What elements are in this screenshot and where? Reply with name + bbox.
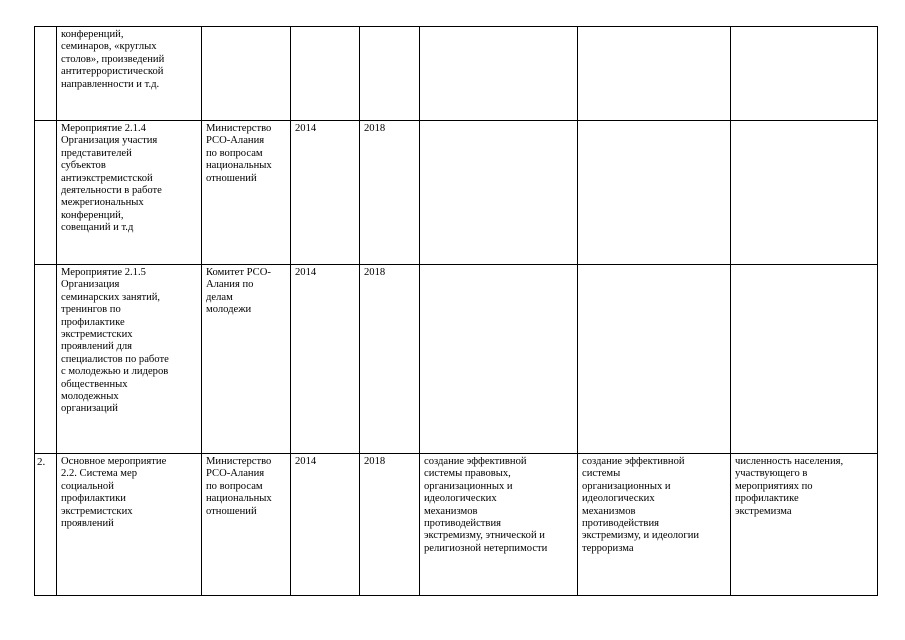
result-cell xyxy=(420,27,578,121)
result-cell: создание эффективной системы правовых, организационных и идеологических механизмов противодействия экстремизму, этнической и религиозной нетерпимости xyxy=(420,454,578,596)
result-cell xyxy=(578,27,731,121)
executor-cell: Министерство РСО-Алания по вопросам национальных отношений xyxy=(202,454,291,596)
result-cell xyxy=(420,121,578,265)
activity-cell: Основное мероприятие 2.2. Система мер социальной профилактики экстремистских проявлений xyxy=(57,454,202,596)
program-activities-table xyxy=(34,26,878,596)
start-year-cell: 2014 xyxy=(291,265,360,454)
row-number xyxy=(35,265,57,454)
executor-cell: Комитет РСО- Алания по делам молодежи xyxy=(202,265,291,454)
indicator-cell xyxy=(731,121,878,265)
end-year-cell xyxy=(360,27,420,121)
table-row xyxy=(35,27,878,121)
row-number xyxy=(35,27,57,121)
indicator-cell xyxy=(731,27,878,121)
start-year-cell xyxy=(291,27,360,121)
table-row xyxy=(35,121,878,265)
end-year-cell: 2018 xyxy=(360,265,420,454)
end-year-cell: 2018 xyxy=(360,121,420,265)
indicator-cell: численность населения, участвующего в мероприятиях по профилактике экстремизма xyxy=(731,454,878,596)
row-number xyxy=(35,121,57,265)
result-cell: создание эффективной системы организационных и идеологических механизмов противодействия экстремизму, и идеологии терроризма xyxy=(578,454,731,596)
activity-cell: конференций, семинаров, «круглых столов», произведений антитеррористической направленности и т.д. xyxy=(57,27,202,121)
activity-cell: Мероприятие 2.1.4 Организация участия представителей субъектов антиэкстремистской деятельности в работе межрегиональных конференций, совещаний и т.д xyxy=(57,121,202,265)
result-cell xyxy=(420,265,578,454)
start-year-cell: 2014 xyxy=(291,121,360,265)
executor-cell: Министерство РСО-Алания по вопросам национальных отношений xyxy=(202,121,291,265)
result-cell xyxy=(578,121,731,265)
activity-cell: Мероприятие 2.1.5 Организация семинарских занятий, тренингов по профилактике экстремистских проявлений для специалистов по работе с молодежью и лидеров общественных молодежных организаций xyxy=(57,265,202,454)
table-row xyxy=(35,454,878,596)
end-year-cell: 2018 xyxy=(360,454,420,596)
result-cell xyxy=(578,265,731,454)
row-number: 2. xyxy=(35,454,57,596)
indicator-cell xyxy=(731,265,878,454)
executor-cell xyxy=(202,27,291,121)
table-row xyxy=(35,265,878,454)
start-year-cell: 2014 xyxy=(291,454,360,596)
